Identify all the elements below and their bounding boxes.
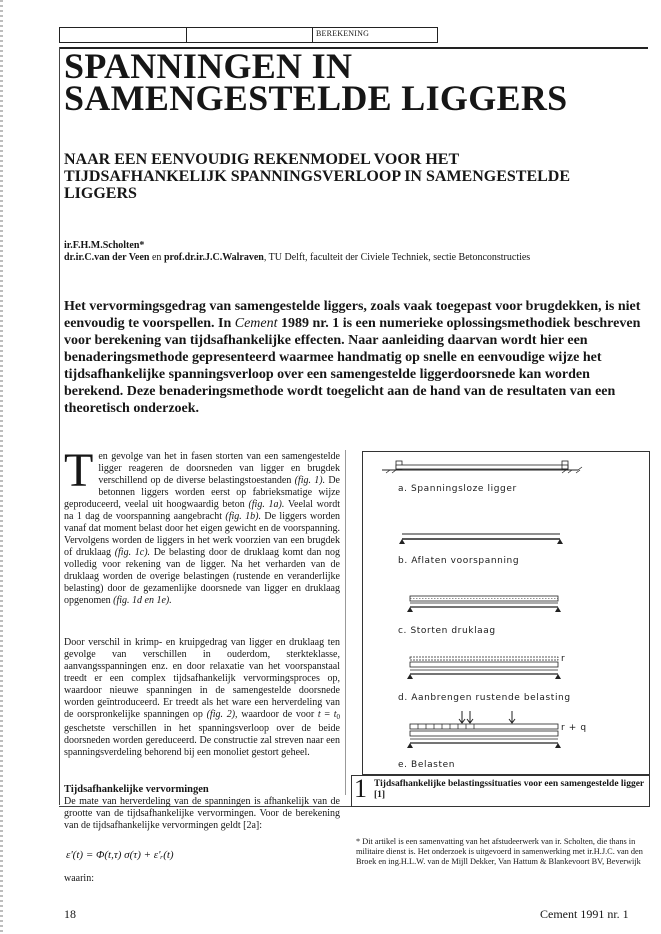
footnote: * Dit artikel is een samenvatting van het afstudeerwerk van ir. Scholten, die thans in militaire dienst is. Het onderzoek is uitgevoerd in samenwerking met ir.H.J.C. van den Broek en ing.H.L.W. van de Mijll Dekker, Van Hattum & Blankevoort BV, Beverwijk [356, 837, 643, 866]
article-subtitle: NAAR EEN EENVOUDIG REKENMODEL VOOR HET TIJDSAFHANKELIJK SPANNINGSVERLOOP IN SAMENGESTELDE LIGGERS [64, 151, 571, 202]
beam-d [407, 657, 561, 679]
section-heading: Tijdsafhankelijke vervormingen [64, 784, 209, 795]
author-1: ir.F.H.M.Scholten* [64, 240, 145, 251]
author-block [64, 240, 644, 264]
author-3: prof.dr.ir.J.C.Walraven [163, 252, 264, 263]
journal-name: Cement [234, 316, 278, 331]
label-r: r [561, 654, 566, 664]
beam-b [399, 534, 563, 544]
figure-caption: Tijdsafhankelijke belastingssituaties voor een samengestelde ligger [1] [374, 779, 644, 800]
page-number: 18 [64, 907, 76, 921]
lead-paragraph: Het vervormingsgedrag van samengestelde liggers, zoals vaak toegepast voor brugdekken, is niet eenvoudig te voorspellen. In Cement 1989 nr. 1 is een numerieke oplossingsmethodiek beschreven voor berekening van tijdsafhankelijke effecten. Naar aanleiding daarvan wordt hier een benaderingsmethode gepresenteerd waarmee handmatig op snelle en eenvoudige wijze het tijdsafhankelijke spanningsverloop over een samengestelde liggerdoorsnede kan worden berekend. Deze benaderingsmethode wordt toegelicht aan de hand van de resultaten van een theoretisch onderzoek. [64, 299, 641, 416]
author-affiliation: , TU Delft, faculteit der Civiele Techniek, sectie Betonconstructies [263, 252, 531, 263]
label-d: d. Aanbrengen rustende belasting [398, 693, 571, 703]
author-conjunction: en [149, 252, 164, 263]
label-a: a. Spanningsloze ligger [398, 484, 517, 494]
figure-1-diagram [362, 451, 648, 773]
formula: ε'(t) = Φ(t,τ) σ(τ) + ε'ᵣ(t) [66, 849, 174, 861]
label-rq: r + q [561, 723, 587, 733]
author-2: dr.ir.C.van der Veen [64, 252, 150, 263]
beam-a [382, 461, 582, 473]
scan-edge [0, 0, 3, 934]
left-rule [59, 47, 60, 805]
body-paragraph-3: De mate van herverdeling van de spanningen is afhankelijk van de grootte van de tijdsafhankelijke vervormingen. Voor de berekening van de tijdsafhankelijke vervormingen geldt [2a]: [64, 796, 340, 831]
drop-cap: T [64, 444, 94, 497]
header-box [59, 27, 438, 43]
column-separator [345, 450, 346, 795]
article-title: SPANNINGEN IN SAMENGESTELDE LIGGERS [64, 46, 568, 118]
journal-issue: Cement 1991 nr. 1 [540, 907, 629, 921]
section-label: BEREKENING [316, 29, 370, 38]
body-paragraph-1: Ten gevolge van het in fasen storten van een samengestelde ligger reageren de doorsneden van ligger en brugdek verschillend op de diverse belastingstoestanden (fig. 1). De betonnen liggers worden eerst op fabrieksmatige wijze geproduceerd, veelal uit hoogwaardig beton (fig. 1a). Veelal wordt na 1 dag de voorspanning aangebracht (fig. 1b). De liggers worden vanaf dat moment belast door het eigen gewicht en de voorspanning. Vervolgens worden de liggers in het werk voorzien van een brugdek of druklaag (fig. 1c). De belasting door de druklaag komt dan nog volledig voor rekening van de ligger. Na het verharden van de druklaag worden de overige belastingen (rustende en veranderlijke belasting) door de gezamenlijke doorsnede van ligger en druklaag opgenomen (fig. 1d en 1e). [64, 444, 341, 606]
label-c: c. Storten druklaag [398, 626, 496, 636]
beam-c [407, 596, 561, 612]
body-paragraph-2: Door verschil in krimp- en kruipgedrag van ligger en druklaag ten gevolge van verschillen in ouderdom, sterkteklasse, aanvangsspanningen enz. en door relaxatie van het voorspanstaal treedt er een complex tijdsafhankelijk vervormingsproces op, waardoor nieuwe spanningen in de samengestelde doorsnede worden geïntroduceerd. Er treedt als het ware een herverdeling van de oorspronkelijke spanningen op (fig. 2), waardoor de voor $t = t_0$ geschetste verschillen in het spanningsverloop over de beide doorsneden worden gereduceerd. De constructie zal streven naar een spanningsverdeling behorend bij een monoliet gestort geheel. [64, 637, 341, 758]
beam-e [407, 711, 561, 748]
label-b: b. Aflaten voorspanning [398, 556, 520, 566]
label-e: e. Belasten [398, 760, 456, 770]
formula-lead-out: waarin: [64, 873, 94, 884]
figure-number: 1 [354, 774, 367, 803]
